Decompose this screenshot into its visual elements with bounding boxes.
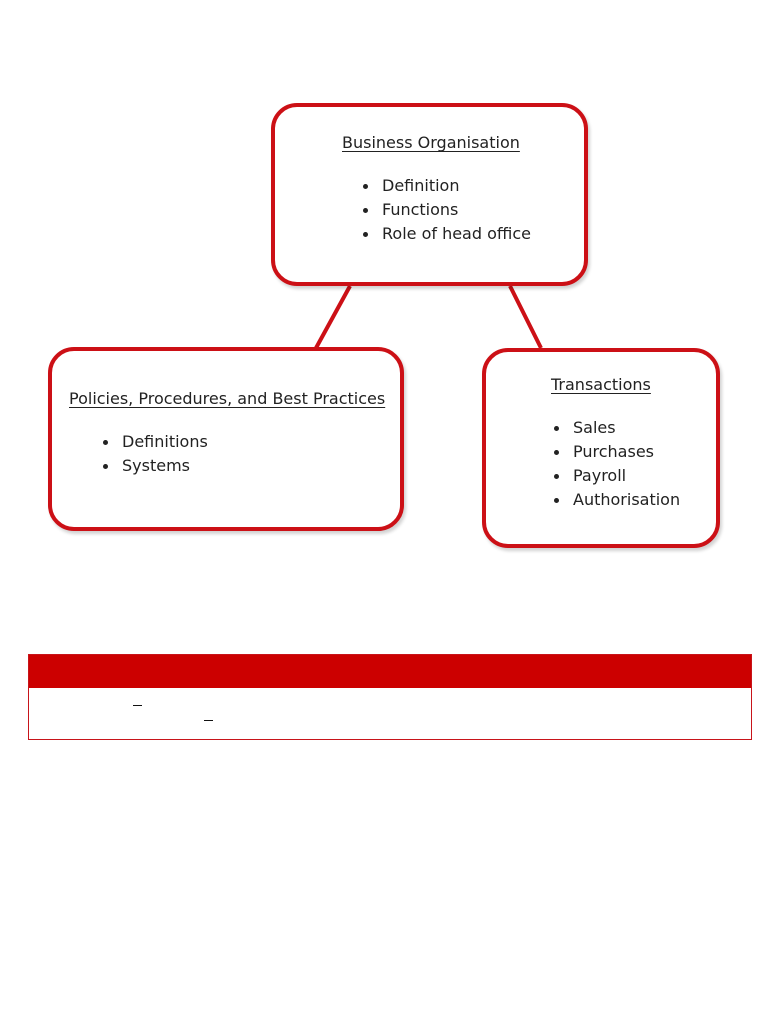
list-item <box>551 488 680 512</box>
list-item <box>100 430 208 454</box>
list-item <box>360 222 531 246</box>
bullet-icon <box>554 426 559 431</box>
bullet-icon <box>363 208 368 213</box>
bullet-icon <box>554 498 559 503</box>
node-policies-procedures <box>48 347 404 531</box>
list-item-text: Definitions <box>122 432 208 451</box>
list-item-text: Purchases <box>573 442 654 461</box>
node-item-list <box>551 416 680 512</box>
node-title: Business Organisation <box>342 133 520 152</box>
node-item-list <box>360 174 531 246</box>
banner-body <box>29 688 751 739</box>
bullet-icon <box>363 232 368 237</box>
list-item-text: Definition <box>382 176 460 195</box>
list-item-text: Functions <box>382 200 459 219</box>
connector-business-to-policies <box>316 286 350 348</box>
list-item-text: Payroll <box>573 466 627 485</box>
node-item-list <box>100 430 208 478</box>
bullet-icon <box>103 464 108 469</box>
list-item <box>100 454 208 478</box>
dash-mark <box>204 720 213 721</box>
list-item <box>551 464 680 488</box>
bullet-icon <box>363 184 368 189</box>
list-item-text: Systems <box>122 456 190 475</box>
list-item-text: Authorisation <box>573 490 681 509</box>
bullet-icon <box>103 440 108 445</box>
list-item <box>551 416 680 440</box>
bullet-icon <box>554 474 559 479</box>
node-transactions <box>482 348 720 548</box>
bullet-icon <box>554 450 559 455</box>
node-title: Transactions <box>551 375 651 394</box>
banner-header-bar <box>29 655 751 688</box>
connector-business-to-transactions <box>510 286 541 348</box>
banner-panel <box>28 654 752 740</box>
list-item <box>360 174 531 198</box>
dash-mark <box>133 705 142 706</box>
node-title: Policies, Procedures, and Best Practices <box>69 389 386 408</box>
list-item <box>551 440 680 464</box>
list-item-text: Sales <box>573 418 616 437</box>
node-business-organisation <box>271 103 588 286</box>
list-item-text: Role of head office <box>382 224 531 243</box>
list-item <box>360 198 531 222</box>
